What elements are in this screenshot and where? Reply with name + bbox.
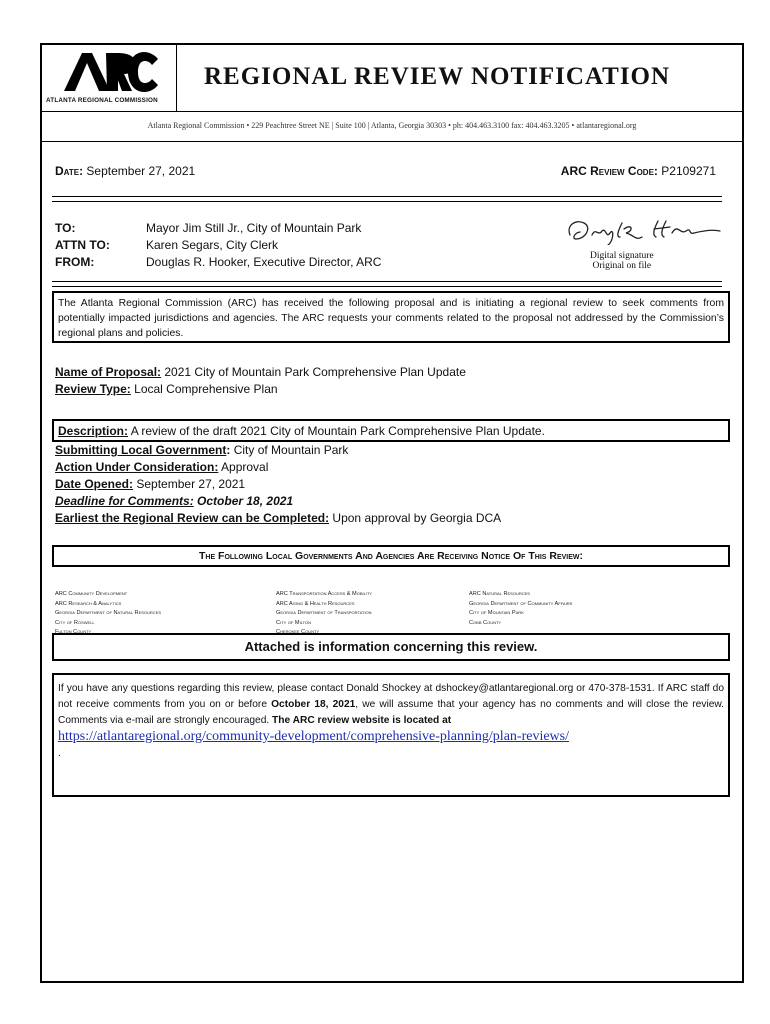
- submitting-government-label: Submitting Local Government: [55, 443, 227, 457]
- signature-note-line1: Digital signature: [590, 251, 654, 261]
- page-title: REGIONAL REVIEW NOTIFICATION: [204, 63, 671, 90]
- submitting-government-value: City of Mountain Park: [233, 443, 349, 457]
- date-value: September 27, 2021: [86, 164, 196, 178]
- arc-logo-mark-icon: [60, 51, 160, 93]
- address-line: Atlanta Regional Commission • 229 Peachtree Street NE | Suite 100 | Atlanta, Georgia 30303 • ph: 404.463.3100 fax: 404.463.3205 • atlantaregional.org: [147, 121, 637, 130]
- agency-item: ARC Aging & Health Resources: [276, 600, 355, 607]
- to-label: TO:: [55, 221, 76, 235]
- date-row: [55, 164, 195, 178]
- deadline-row: [55, 494, 293, 508]
- description-box: [52, 419, 730, 442]
- plan-reviews-link[interactable]: https://atlantaregional.org/community-development/comprehensive-planning/plan-reviews/: [58, 729, 569, 744]
- arc-logo: [42, 45, 177, 111]
- agency-item: Georgia Department of Transportation: [276, 610, 372, 617]
- to-value: Mayor Jim Still Jr., City of Mountain Park: [146, 221, 362, 235]
- agency-item: ARC Research & Analytics: [55, 600, 122, 607]
- agency-item: ARC Natural Resources: [469, 591, 530, 597]
- agency-item: City of Mountain Park: [469, 610, 524, 617]
- contact-box: [52, 673, 730, 797]
- attn-value: Karen Segars, City Clerk: [146, 238, 279, 252]
- review-code-value: P2109271: [661, 164, 716, 178]
- proposal-name-row: [55, 365, 466, 379]
- agency-list-col3: [469, 590, 572, 628]
- description-label: Description:: [58, 424, 129, 438]
- deadline-value: October 18, 2021: [197, 494, 294, 508]
- intro-box: The Atlanta Regional Commission (ARC) has received the following proposal and is initiating a regional review to seek comments from potentially impacted jurisdictions and agencies. The ARC requests your comments related to the proposal not addressed by the Commission’s regional plans and policies.: [52, 291, 730, 343]
- signature-note: [590, 251, 654, 271]
- agency-item: City of Milton: [276, 619, 311, 626]
- agency-item: Cobb County: [469, 619, 502, 626]
- website-intro: The ARC review website is located at: [272, 715, 452, 726]
- agency-item: Fulton County: [55, 629, 92, 636]
- from-value: Douglas R. Hooker, Executive Director, ARC: [146, 255, 382, 269]
- agency-item: City of Roswell: [55, 619, 95, 626]
- attached-info-banner: Attached is information concerning this review.: [52, 633, 730, 661]
- contact-text-2: , we will assume that your agency has no comments and will close the review. Comments via e-mail are strongly encouraged.: [58, 699, 724, 726]
- date-opened-value: September 27, 2021: [136, 477, 246, 491]
- proposal-name-value: 2021 City of Mountain Park Comprehensive Plan Update: [164, 365, 466, 379]
- signature-image: [562, 215, 722, 245]
- agency-item: Georgia Department of Community Affairs: [469, 600, 573, 607]
- date-opened-label: Date Opened:: [55, 477, 134, 491]
- signature-note-line2: Original on file: [592, 261, 652, 271]
- document-header: [42, 45, 742, 112]
- review-code-label: ARC Review Code:: [560, 164, 658, 178]
- agency-item: Georgia Department of Natural Resources: [55, 610, 162, 617]
- action-row: [55, 460, 268, 474]
- agency-item: ARC Transportation Access & Mobility: [276, 591, 373, 597]
- date-opened-row: [55, 477, 245, 491]
- contact-text: If you have any questions regarding this review, please contact Donald Shockey at dshockey@atlantaregional.org or 470-378-1531. If ARC staff do not receive comments from you on or before: [58, 683, 724, 710]
- agency-item: Cherokee County: [276, 629, 320, 636]
- submitting-government-row: Submitting Local Government: City of Mountain Park: [55, 443, 349, 457]
- earliest-completion-label: Earliest the Regional Review can be Completed:: [55, 511, 330, 525]
- logo-organization-name: ATLANTA REGIONAL COMMISSION: [46, 97, 158, 104]
- review-type-value: Local Comprehensive Plan: [134, 382, 278, 396]
- notice-heading: The Following Local Governments And Agencies Are Receiving Notice Of This Review:: [52, 545, 730, 567]
- action-label: Action Under Consideration:: [55, 460, 219, 474]
- review-code-row: [561, 164, 716, 178]
- proposal-name-label: Name of Proposal:: [55, 365, 162, 379]
- from-label: FROM:: [55, 255, 95, 269]
- agency-list-col2: [276, 590, 372, 638]
- review-type-row: [55, 382, 278, 396]
- notification-page: [40, 43, 744, 983]
- contact-deadline: October 18, 2021: [271, 699, 356, 710]
- attn-label: ATTN TO:: [55, 238, 110, 252]
- review-type-label: Review Type:: [55, 382, 131, 396]
- divider: [42, 141, 742, 142]
- agency-item: ARC Community Development: [55, 591, 128, 597]
- double-divider: [52, 196, 722, 202]
- double-divider: [52, 281, 722, 287]
- trailing-period: .: [58, 748, 61, 759]
- description-value: A review of the draft 2021 City of Mountain Park Comprehensive Plan Update.: [130, 424, 545, 438]
- date-label: Date:: [55, 164, 84, 178]
- earliest-completion-value: Upon approval by Georgia DCA: [332, 511, 502, 525]
- earliest-completion-row: [55, 511, 501, 525]
- deadline-label: Deadline for Comments:: [55, 494, 194, 508]
- agency-list-col1: [55, 590, 161, 638]
- action-value: Approval: [221, 460, 269, 474]
